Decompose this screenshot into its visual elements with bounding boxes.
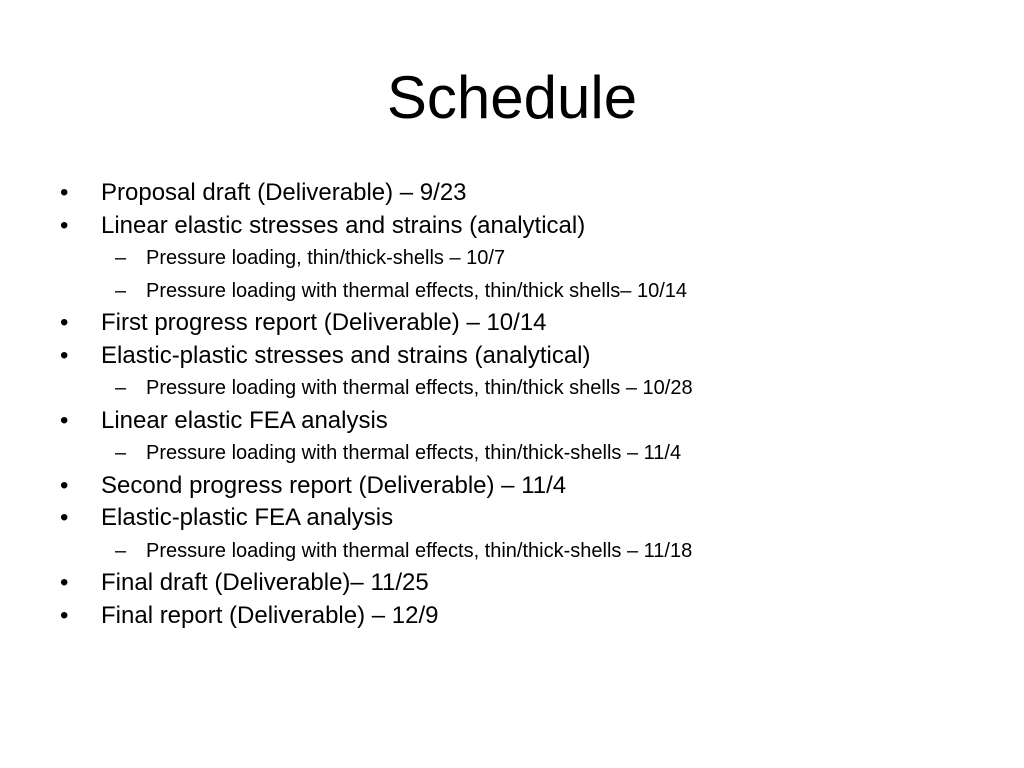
list-item [0, 307, 1000, 340]
list-item-text: Proposal draft (Deliverable) – 9/23 [101, 179, 467, 206]
list-item [0, 177, 1000, 210]
list-item-text: Final draft (Deliverable)– 11/25 [101, 569, 429, 596]
sub-list-item-text: Pressure loading with thermal effects, thin/thick shells– 10/14 [146, 279, 688, 302]
sub-list-item [0, 372, 1000, 405]
list-item-text: Elastic-plastic FEA analysis [101, 504, 394, 531]
bullet-icon: • [60, 569, 69, 596]
list-item [0, 210, 1000, 243]
list-item-text: Linear elastic stresses and strains (analytical) [101, 211, 586, 239]
list-item [0, 567, 1000, 600]
list-item [0, 340, 1000, 373]
bullet-icon: • [60, 601, 69, 629]
slide-title: Schedule [386, 64, 638, 131]
schedule-list [0, 177, 1000, 632]
list-item-text: Second progress report (Deliverable) – 11/4 [101, 471, 567, 499]
list-item [0, 405, 1000, 438]
bullet-icon: • [60, 406, 69, 434]
sub-list-item [0, 242, 1000, 275]
list-item [0, 470, 1000, 503]
dash-icon: – [115, 279, 127, 302]
dash-icon: – [115, 247, 127, 269]
list-item-text: Linear elastic FEA analysis [101, 406, 388, 434]
sub-list-item-text: Pressure loading with thermal effects, thin/thick shells – 10/28 [146, 377, 693, 399]
list-item-text: Elastic-plastic stresses and strains (analytical) [101, 341, 591, 369]
dash-icon: – [115, 539, 127, 562]
dash-icon: – [115, 442, 127, 464]
bullet-icon: • [60, 504, 69, 531]
bullet-icon: • [60, 471, 69, 499]
bullet-icon: • [60, 341, 69, 369]
list-item [0, 502, 1000, 535]
list-item-text: Final report (Deliverable) – 12/9 [101, 601, 439, 629]
sub-list-item-text: Pressure loading, thin/thick-shells – 10/7 [146, 247, 506, 269]
bullet-icon: • [60, 211, 69, 239]
bullet-icon: • [60, 309, 69, 336]
sub-list-item [0, 437, 1000, 470]
list-item-text: First progress report (Deliverable) – 10/14 [101, 309, 547, 336]
sub-list-item-text: Pressure loading with thermal effects, thin/thick-shells – 11/18 [146, 539, 693, 562]
sub-list-item-text: Pressure loading with thermal effects, thin/thick-shells – 11/4 [146, 442, 682, 464]
bullet-icon: • [60, 179, 69, 206]
sub-list-item [0, 535, 1000, 568]
list-item [0, 600, 1000, 633]
sub-list-item [0, 275, 1000, 308]
dash-icon: – [115, 377, 127, 399]
